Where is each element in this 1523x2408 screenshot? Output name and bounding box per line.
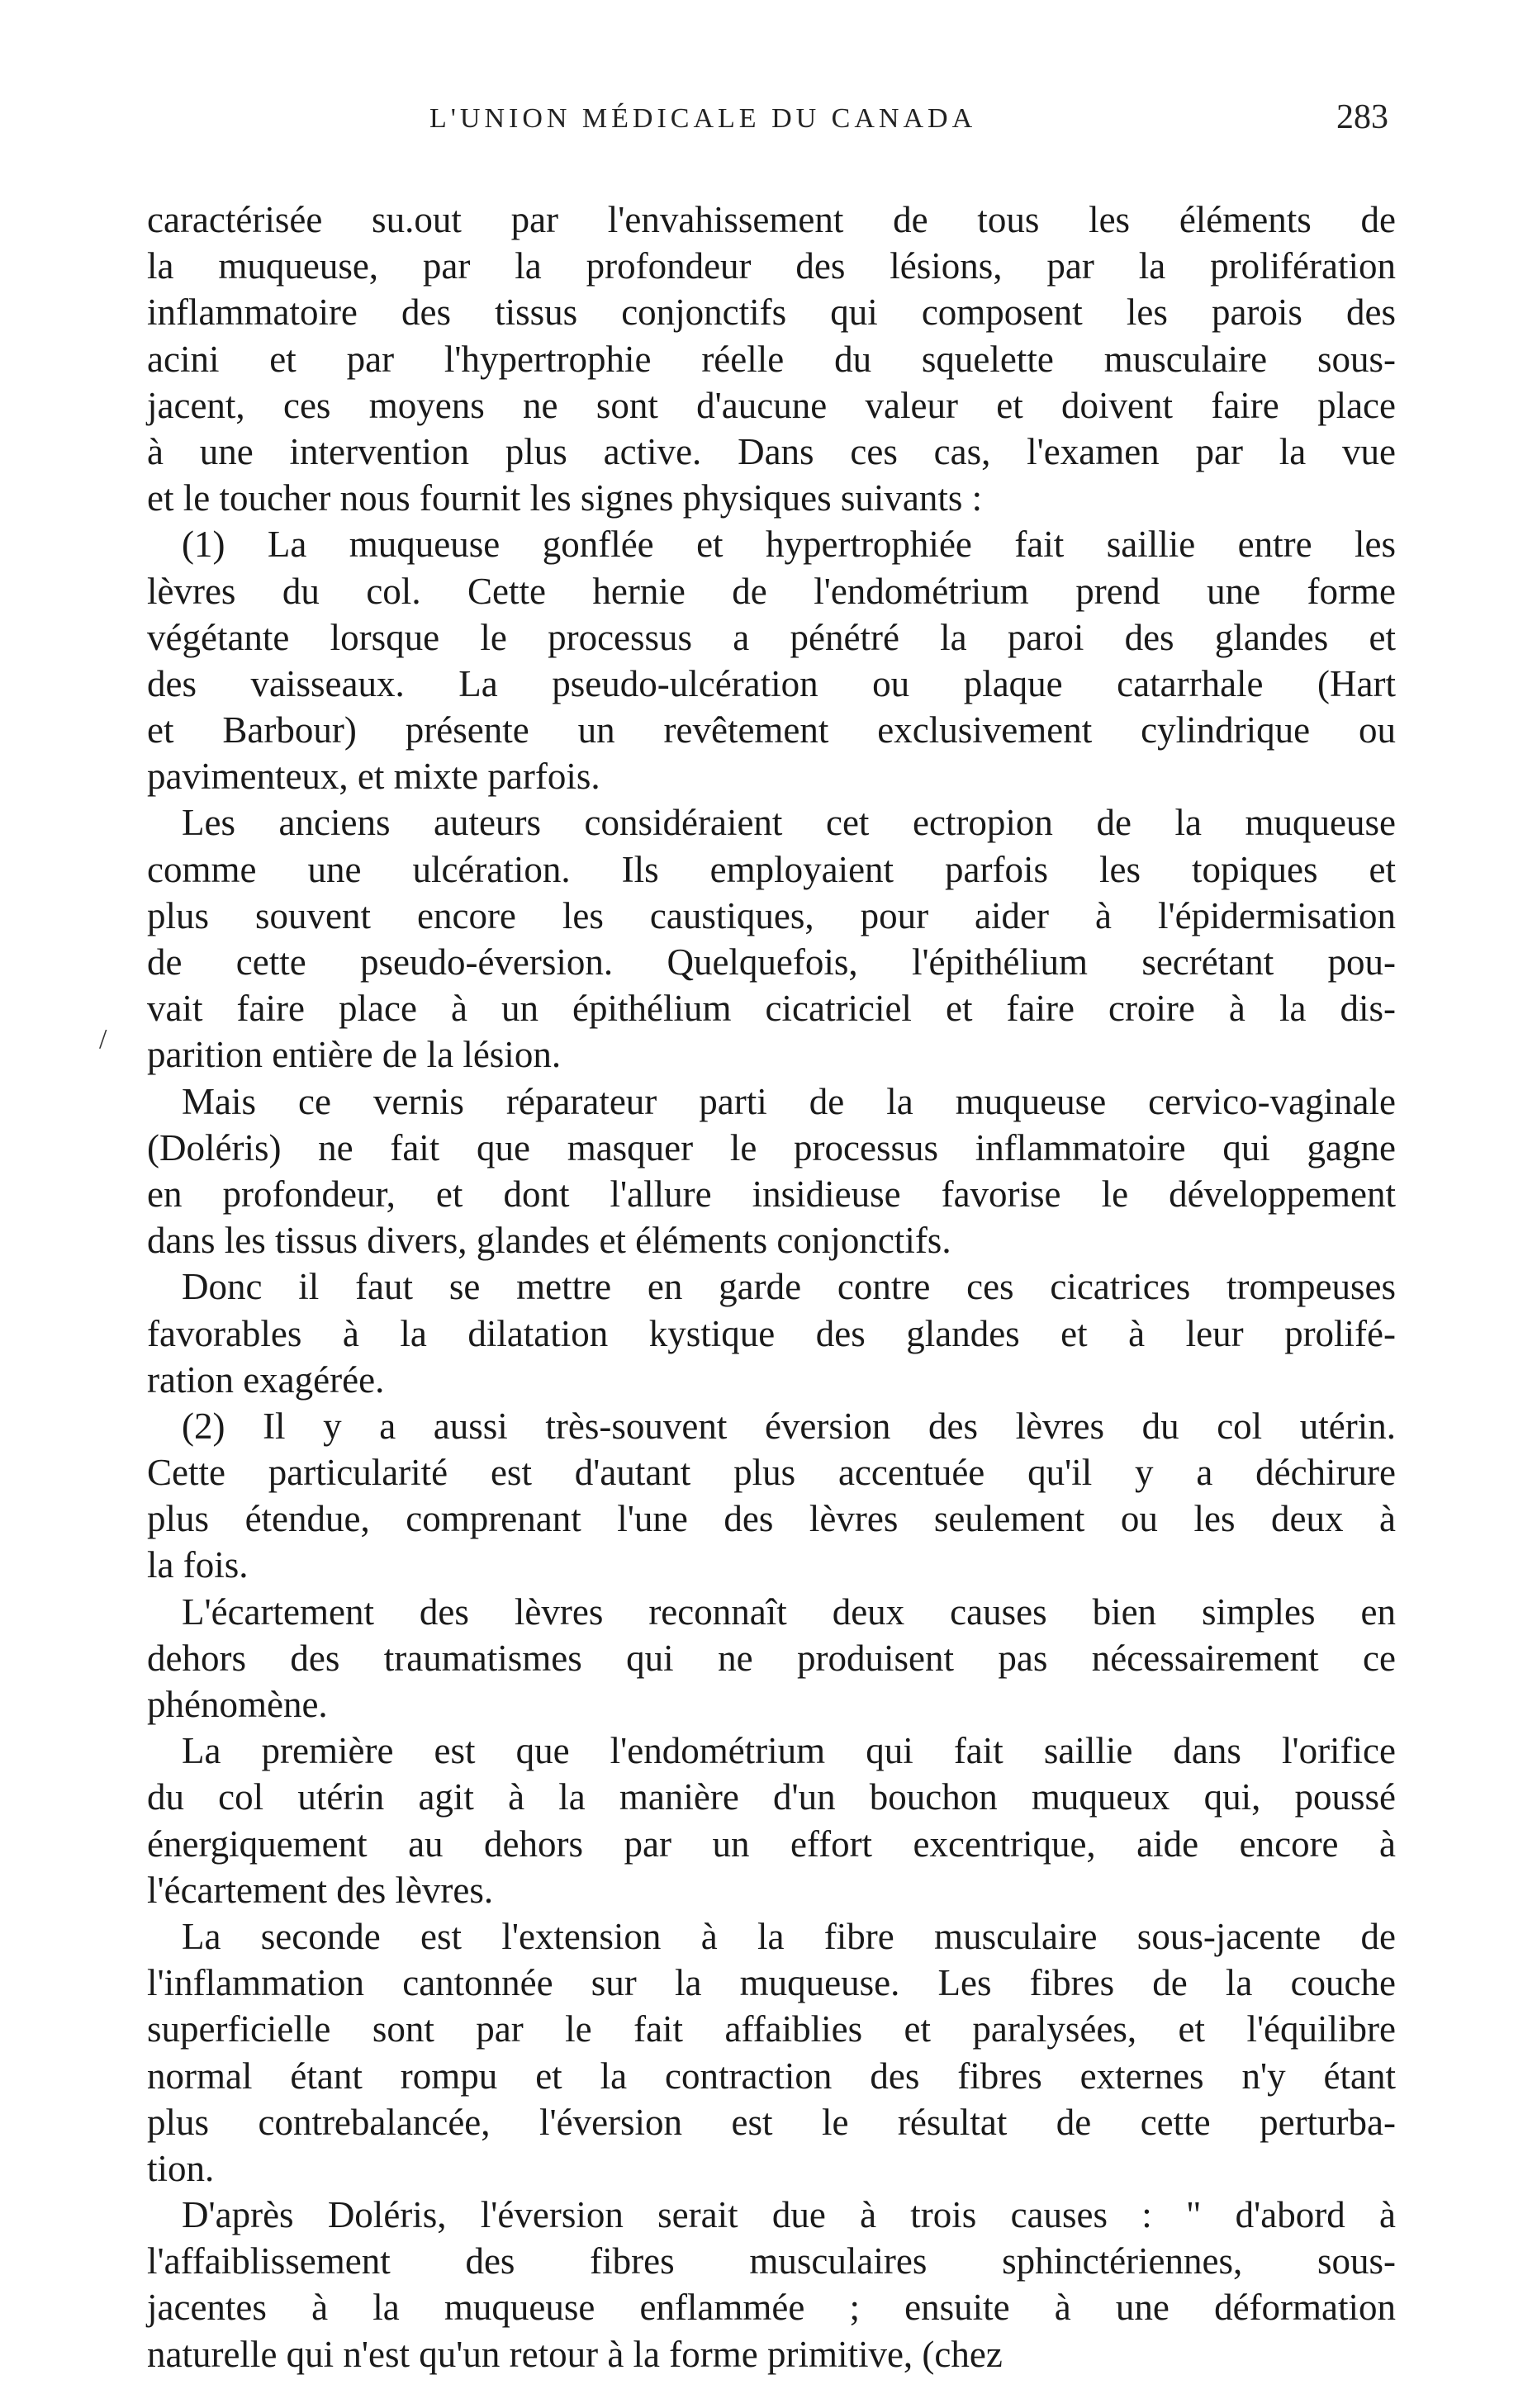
text-line: et le toucher nous fournit les signes physiques suivants :: [147, 477, 983, 519]
text-line: vait faire place à un épithélium cicatriciel et faire croire à la dis-: [147, 988, 1396, 1030]
text-line: Donc il faut se mettre en garde contre ces cicatrices trompeuses: [182, 1266, 1396, 1308]
text-line: la muqueuse, par la profondeur des lésions, par la prolifération: [147, 245, 1396, 287]
body-text: [147, 197, 1396, 2377]
text-line: jacentes à la muqueuse enflammée ; ensuite à une déformation: [147, 2287, 1396, 2329]
text-line: pavimenteux, et mixte parfois.: [147, 756, 600, 798]
text-line: plus étendue, comprenant l'une des lèvres seulement ou les deux à: [147, 1498, 1396, 1540]
text-line: D'après Doléris, l'éversion serait due à trois causes : " d'abord à: [182, 2194, 1396, 2236]
text-line: énergiquement au dehors par un effort excentrique, aide encore à: [147, 1823, 1396, 1865]
text-line: plus souvent encore les caustiques, pour aider à l'épidermisation: [147, 894, 1396, 936]
text-line: inflammatoire des tissus conjonctifs qui composent les parois des: [147, 292, 1396, 334]
text-line: jacent, ces moyens ne sont d'aucune valeur et doivent faire place: [147, 384, 1396, 426]
text-line: Les anciens auteurs considéraient cet ectropion de la muqueuse: [182, 802, 1396, 844]
text-line: ration exagérée.: [147, 1358, 385, 1401]
text-line: lèvres du col. Cette hernie de l'endométrium prend une forme: [147, 570, 1396, 612]
text-line: favorables à la dilatation kystique des glandes et à leur prolifé-: [147, 1312, 1396, 1354]
text-line: La première est que l'endométrium qui fait saillie dans l'orifice: [182, 1730, 1396, 1772]
text-line: L'écartement des lèvres reconnaît deux causes bien simples en: [182, 1590, 1396, 1633]
text-line: acini et par l'hypertrophie réelle du squelette musculaire sous-: [147, 338, 1396, 380]
text-line: en profondeur, et dont l'allure insidieuse favorise le développement: [147, 1173, 1396, 1215]
text-line: l'affaiblissement des fibres musculaires sphinctériennes, sous-: [147, 2240, 1396, 2282]
text-line: tion.: [147, 2147, 215, 2189]
text-line: phénomène.: [147, 1684, 328, 1725]
running-title: L'UNION MÉDICALE DU CANADA: [429, 103, 977, 134]
text-line: dehors des traumatismes qui ne produisent pas nécessairement ce: [147, 1637, 1396, 1679]
text-line: du col utérin agit à la manière d'un bouchon muqueux qui, poussé: [147, 1776, 1396, 1818]
text-line: parition entière de la lésion.: [147, 1034, 562, 1076]
text-line: Mais ce vernis réparateur parti de la muqueuse cervico-vaginale: [182, 1080, 1396, 1122]
text-line: normal étant rompu et la contraction des fibres externes n'y étant: [147, 2055, 1396, 2097]
text-line: caractérisée su.out par l'envahissement de tous les éléments de: [147, 199, 1396, 240]
text-line: naturelle qui n'est qu'un retour à la forme primitive, (chez: [147, 2333, 1003, 2375]
text-line: à une intervention plus active. Dans ces cas, l'examen par la vue: [147, 430, 1396, 472]
page-number: 283: [1336, 98, 1388, 136]
text-line: superficielle sont par le fait affaiblies et paralysées, et l'équilibre: [147, 2008, 1396, 2050]
text-line: et Barbour) présente un revêtement exclusivement cylindrique ou: [147, 709, 1396, 751]
text-line: la fois.: [147, 1544, 249, 1586]
text-line: comme une ulcération. Ils employaient parfois les topiques et: [147, 848, 1396, 890]
text-line: végétante lorsque le processus a pénétré la paroi des glandes et: [147, 616, 1396, 658]
text-line: des vaisseaux. La pseudo-ulcération ou plaque catarrhale (Hart: [147, 662, 1396, 704]
text-line: (2) Il y a aussi très-souvent éversion des lèvres du col utérin.: [182, 1405, 1396, 1447]
margin-mark: /: [99, 1024, 107, 1055]
text-line: Cette particularité est d'autant plus accentuée qu'il y a déchirure: [147, 1452, 1396, 1494]
text-line: l'écartement des lèvres.: [147, 1869, 494, 1911]
text-line: l'inflammation cantonnée sur la muqueuse. Les fibres de la couche: [147, 1962, 1396, 2004]
text-line: (1) La muqueuse gonflée et hypertrophiée fait saillie entre les: [182, 524, 1396, 566]
text-line: (Doléris) ne fait que masquer le processus inflammatoire qui gagne: [147, 1126, 1396, 1168]
text-line: La seconde est l'extension à la fibre musculaire sous-jacente de: [182, 1915, 1396, 1957]
text-line: plus contrebalancée, l'éversion est le résultat de cette perturba-: [147, 2101, 1396, 2143]
text-line: dans les tissus divers, glandes et éléments conjonctifs.: [147, 1220, 951, 1262]
text-line: de cette pseudo-éversion. Quelquefois, l'épithélium secrétant pou-: [147, 941, 1396, 983]
